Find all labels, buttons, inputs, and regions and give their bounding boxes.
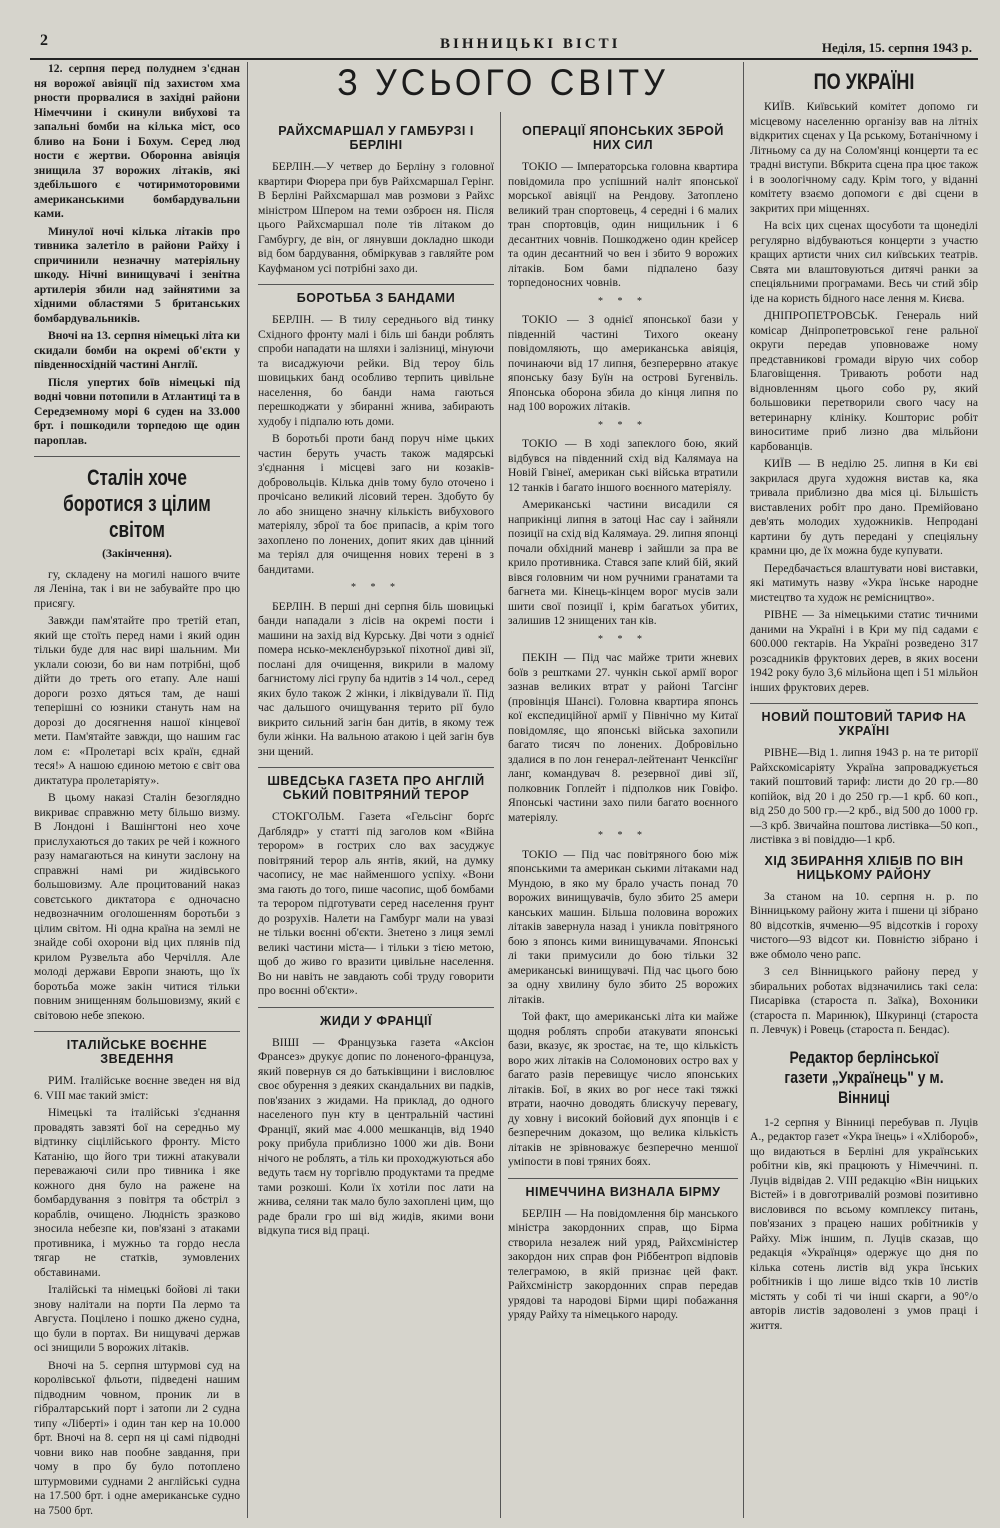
column-4 (750, 62, 978, 1522)
section-stars: * * * (598, 295, 648, 307)
section-stars: * * * (351, 582, 401, 593)
divider (258, 284, 494, 285)
headline: ЖИДИ У ФРАНЦІЇ (320, 1013, 432, 1028)
section-banner (318, 64, 688, 106)
paragraph: З сел Вінницького району перед у збиральних роботах відзначились такі села: Писарівка (староста п. Заїка), Вохоники (староста п. Маринюк), Шкуринці (староста п. Левчук) і Ровець (староста п. Бендас). (750, 965, 978, 1036)
section-stars: * * * (598, 830, 648, 841)
paragraph: 1-2 серпня у Вінниці перебував п. Луців А., редактор газет «Укра їнець» і «Хлібороб», що видаються в Берліні для українських робітни ків, які працюють у Німеччині. п. Луців відвідав 2. VIII редакцію «Він ницьких Вістей» і в довготривалій розмові позитивно висловився по всьому комплексу питань, пов'язаних з працею наших робітників у Райху. Між іншим, п. Луців сказав, що редакція «Українця» одержує що дня по кілька сотень листів від укра їнських робітників і що лише відсо тків 10 листів містять у собі ті чи інші скарги, а 90°/о авторів листів задоволені з умов праці і життя. (750, 1115, 978, 1332)
paragraph: ТОКІО — Під час повітряного бою між японськими та американ ськими літаками над Мундою, в яко му брало участь понад 70 ворожих винищувачів, було збито 25 амери канських машин. Більша половина ворожих літаків завернула назад і уникла повітряного бою з японсь кими винищувачами. Японські лі таки примусили до бою тільки 32 американські винищувачі. Під час цього бою за одну хвилину було збито 25 ворожих літаків. (508, 847, 738, 1006)
paragraph: Італійські та німецькі бойові лі таки знову налітали на порти Па лермо та Августа. Поцілено і пошко джено судна, що були в портах. Ви нищувачі держав осі знищили 5 ворожих літаків. (34, 1283, 240, 1354)
paragraph: ТОКІО — З однієї японської бази у південній частині Тихого океану повідомляють, що американська авіяція, починаючи від 17 липня, безперервно атакує японську базу Буїн на острові Бугенвіль. Японська оборона збила до кінця липня по над 100 ворожих літаків. (508, 313, 738, 413)
column-rule (247, 62, 248, 1518)
paragraph: БЕРЛІН.—У четвер до Берліну з головної квартири Фюрера при був Райхсмаршал Герінг. В Берліні Райхсмаршал мав розмови з Райхс міністром Шпером на теми озброєн ня. Після цього Райхсмаршал поле тів літаком до Гамбургу, де він, ог лянувши докладно шкоди від бом бардування, обміркував з гавляйте ром Кауфманом усі потрібні захо ди. (258, 160, 494, 275)
column-3 (508, 118, 738, 1522)
paragraph: ПЕКІН — Під час майже трити жневих боїв з рештками 27. чункін ської армії ворог зазнав великих втрат у районі Тагсінг (провінція Шансі). Головна квартира японсь кої експедиційної армії у Північно му Китаї повідомляє, що японські війська захопили багато тисяч по лонених. Добровільно здалися в по лон генерал-лейтенант Ченксіїнг ланг, командувач 8. резервної диві зії, полковник Гоплейт і підполков ник Говіфо. Японські частини захо пили багато воєнного матеріялу. (508, 651, 738, 824)
paragraph: РИМ. Італійське воєнне зведен ня від 6. VIII має такий зміст: (34, 1074, 240, 1102)
headline: НІМЕЧЧИНА ВИЗНАЛА БІРМУ (525, 1184, 721, 1199)
paragraph: Завжди пам'ятайте про третій етап, який ще стоїть перед нами і який один тільки буде для нас вирі шальним. Ми уклали союзи, бо ви нам потрібні, щоб дійти до треть ого етапу. Але наші дороги розхо дяться там, де наші теперішні со юзники стануть нам на дорозі до досягнення нашої кінцевої мети. Пам'ятайте завжди, що нашим гас лом є: «Пролетарі всіх країн, єднай теся!» А нашою єдиною метою є світ ова диктатура пролетаріяту». (34, 614, 240, 787)
paragraph: В цьому наказі Сталін безоглядно викриває справжню мету більшо визму. В Лондоні і Вашінгтоні нео хоче прислухаються до таких ре чей і кожного разу намагаються на кинути заслону на справжні намі ри жидівського большовизму. Але процитований наказ совєтського диктатора є одночасно недвозначним оголошенням боротьби з цілим світом. Ні одна країна на землі не знайде собі охорони від цих плянів під крилом Рузвельта або Черчілля. Але молоді держави Европи знають, що їх боротьба може закін читися тільки повним знищенням большовизму, який є світовою небе зпекою. (34, 791, 240, 1022)
column-2 (258, 118, 494, 1522)
subheadline: (Закінчення). (102, 548, 172, 560)
newspaper-title: ВІННИЦЬКІ ВІСТІ (440, 36, 621, 52)
headline: ОПЕРАЦІЇ ЯПОНСЬКИХ ЗБРОЙ НИХ СИЛ (522, 124, 724, 152)
paragraph: ДНІПРОПЕТРОВСЬК. Генераль ний комісар Дніпропетровської гене ральної округи передав уповноваже ному представникові громади вірую чих собор Благовіщення. Тривають роботи над відновленням цього собо ру, який большовики перетворили свого часу на ветеринарну клініку. Кошторис робіт виноситиме приб лизно два мільйони карбованців. (750, 309, 978, 453)
air-war-article (34, 62, 240, 448)
section-stars: * * * (598, 419, 648, 431)
paragraph: БЕРЛІН. В перші дні серпня біль шовицькі банди нападали з лісів на окремі пости і машини на захід від Курську. Дві чоти з однієї помера нсько-меклєнбурзької піхотної диві зії, послані для очищення, викрили в малому багнистому лісі групу ба ндитів з 14 чол., серед яких було також 2 жінки, і ліквідували її. Під час дальшого очищування терито рії було викрито сильний загін бан дитів, в якому теж були жінки. На вальною атакою і цей загін був зни щений. (258, 599, 494, 758)
paragraph: За станом на 10. серпня н. р. по Вінницькому району жита і пшени ці зібрано 80 відсотків, ячменю—95 відсотків і гороху чистого—93 відсот ки. Повністю зібрано і вже обмоло чено рапс. (750, 889, 978, 961)
paragraph: КИЇВ — В неділю 25. липня в Ки єві закрилася друга художня вистав ка, яка тривала приблизно два міся ці. Більшість виставлених робіт про дано. Премійовано дев'ять молодих художників. Непродані картини бу дуть передані у спеціяльну крамни цю, де їх можна буде купувати. (750, 457, 978, 557)
column-rule (743, 62, 744, 1518)
paragraph: СТОКГОЛЬМ. Газета «Гельсінг борґс Даґблядр» у статті під заголов ком «Війна терором» в гострих сло вах засуджує повітряний терор аль янтів, який, на думку часопису, не має найменшого успіху. «Вони зма гають до того, пише часопис, щоб бомбами та терором підготувати серед населення ґрунт до розрухів. Налети на Гамбург мали на увазі не тільки воєнні об'єкти. Знетено з лиця землі великі частини міста— і тільки з тією метою, щоб до живо го вразити цивільне населення. Во ни навіть не завдають собі труду говорити про воєнні об'єкти». (258, 810, 494, 997)
column-1 (34, 62, 240, 1522)
page-number: 2 (40, 32, 48, 49)
masthead (30, 30, 978, 60)
paragraph: Після упертих боїв німецькі під водні човни потопили в Атлантиці та в Середземному морі 6 суден на 33.000 брт. і пошкодили торпедою ще один пароплав. (34, 375, 240, 447)
issue-date: Неділя, 15. серпня 1943 р. (821, 40, 972, 55)
paragraph: Передбачається влаштувати нові виставки, які матимуть назву «Укра їнське народне мистецтво та худож нє ремісництво». (750, 561, 978, 604)
paragraph: РІВНЕ—Від 1. липня 1943 р. на те риторії Райхскомісаріяту Україна запроваджується такий поштовий тариф: листи до 20 гр.—80 копійок, від 20 і до 250 гр.—1 крб. 60 коп., від 250 до 500 гр.—2 крб., від 500 до 1000 гр.—3 крб. Звичайна поштова листівка—50 коп., листівка з ві повіддю—1 крб. (750, 746, 978, 846)
headline: РАЙХСМАРШАЛ У ГАМБУРЗІ І БЕРЛІНІ (278, 124, 474, 152)
headline: БОРОТЬБА З БАНДАМИ (296, 291, 456, 305)
divider (34, 1031, 240, 1032)
paragraph: БЕРЛІН — На повідомлення бір манського міністра закордонних справ, що Бірма створила незалеж ний уряд, Райхсміністер закордон них справ фон Ріббентроп відповів телеграмою, в якій признає цей факт. Райхсміністр закордонних справ передав урядові та народові Бірми щирі побажання уряду Райху та німецького народу. (508, 1206, 738, 1321)
headline: ШВЕДСЬКА ГАЗЕТА ПРО АНГЛІЙ СЬКИЙ ПОВІТРЯНИЙ ТЕРОР (267, 774, 485, 802)
paragraph: КИЇВ. Київський комітет допомо ги місцевому населенню організу вав на літніх відкритих сценах у Ца рському, Ботанічному і Літньому са ду на Солом'янці концерти та ес традні виступи. Вбкрита сцена пра цює також і в зоологічному саду. Крім того, у віданні комітету взаємо допомоги є дві сцени в закритих при міщеннях. (750, 100, 978, 215)
divider (34, 456, 240, 457)
paragraph: ВІШІ — Французька газета «Аксіон Франсез» друкує допис по лоненого-француза, який повернув ся до батьківщини і висловлює своє обурення з деяких скандальних ви падків, пов'язаних з жидами. На приклад, до одного населеного пун кту в центральній частині Франції, який має 4.000 мешканців, від 1940 року прибула приблизно 1000 жи дів. Вони нічого не роблять, а тіль ки проходжуються або ведуть таєм ну торгівлю продуктами та предме тами розкоші. Коли їх хотіли пос лати на жнива, селяни так мало було захоплені цим, що раде брали гро ші від жидів, якими вони відкупа тися від праці. (258, 1035, 494, 1237)
divider (258, 1007, 494, 1008)
headline: Редактор берлінської газети „Українець" у м. Вінниці (784, 1047, 944, 1107)
paragraph: ТОКІО — В ході запеклого бою, який відбувся на південний схід від Калямауа на Новій Гвінеї, американ ські війська втратили 12 танків і багато іншого воєнного матеріялу. (508, 437, 738, 494)
paragraph: гу, складену на могилі нашого вчите ля Леніна, так і ви не забувайте про цю присягу. (34, 567, 240, 610)
paragraph: Вночі на 13. серпня німецькі літа ки скидали бомби на окремі об'єкти у південносхідній частині Англії. (34, 329, 240, 371)
headline: Сталін хоче боротися з цілим світом (63, 465, 211, 542)
section-stars: * * * (598, 633, 648, 645)
paragraph: Вночі на 5. серпня штурмові суд на королівської фльоти, підведені нашим підводним човном, проник ли в гібралтарський порт і затопи ли 2 судна типу «Ліберті» і один тан кер на 10.000 брт. Вночі на 8. серп ня ці самі підводні човни вико нав пообне завдання, при чому в про бу було потоплено штурмовими суднами 2 англійські судна на 17.500 брт. і одне американське судно на 7500 брт. (34, 1358, 240, 1517)
divider (258, 767, 494, 768)
divider (750, 703, 978, 704)
section-banner-text: З УСЬОГО СВІТУ (337, 62, 669, 104)
paragraph: Німецькі та італійські з'єднання провадять завзяті бої на середньо му відтинку сіцілійського фронту. Місто Катанію, що його три тижні атакували переважаючі сили про тивника і яке кожного дня було на ражене на бомбардування з повітря та обстріл з кораблів, очищено. Людність зразково зносила небезпе ки, пов'язані з атаками противника, і мужньо та гордо несла тягар не статків, зумовлених обставинами. (34, 1106, 240, 1279)
paragraph: ТОКІО — Імператорська головна квартира повідомила про успішний наліт японської морської авіяції на Рендову. Затоплено великий тран спортовець, 4 середні і 6 малих тран спортовців, один нищильник і 6 десантних човнів. Пошкоджено один крейсер та один десантний чо вен і збито 9 ворожих літаків. Бом бами підпалено базу торпедоносних човнів. (508, 160, 738, 289)
paragraph: 12. серпня перед полуднем з'єднан ня ворожої авіяції під захистом хма рности прорвалися в західні райони Німеччини і скинули вибухові та запальні бомби на кілька міст, осо бливо на Бони і Бохум. Серед люд ности є жертви. Оборонна авіяція знищила 37 ворожих літаків, які здебільшого є чотиримоторовими американськими бомбардувальни ками. (34, 62, 240, 220)
paragraph: БЕРЛІН. — В тилу середнього від тинку Східного фронту малі і біль ші банди роблять спроби нападати на шляхи і залізниці, мінуючи та висаджуючи рейки. Від тероу біль шовицьких банд особливо терпить цивільне населення, бо банди нама гаються перешкоджати у збиранні жнива, забирають худобу і підпалю ють доми. (258, 313, 494, 428)
headline: ХІД ЗБИРАННЯ ХЛІБІВ ПО ВІН НИЦЬКОМУ РАЙОНУ (764, 853, 964, 882)
paragraph: РІВНЕ — За німецькими статис тичними даними на Україні і в Кри му під садами є 600.000 гектарів. На Україні розведено 317 розсадників фруктових дерев, в яких восени 1942 року було 3,6 мільйона щеп і 51 мільйон інших фруктових дерев. (750, 608, 978, 694)
divider (508, 1178, 738, 1179)
paragraph: Той факт, що американські літа ки майже щодня роблять спроби атакувати японські бази, вказує, як зростає, на те, що кількість воро жих літаків на Соломонових остро вах у багато разів перевищує число японських літаків. Бої, в яких во рог несе такі тяжкі втрати, наочно доводять блискучу перевагу, ду ховну і високий бойовий дух японців і є безперечним доказом, що велика кількість літаків не зрівноважує безперечно меншої уміпости в пові тряних боях. (508, 1010, 738, 1168)
headline: ПО УКРАЇНІ (813, 69, 915, 94)
paragraph: Минулої ночі кілька літаків про тивника залетіло в райони Райху і спричинили незначну матеріяльну шкоду. Нічні винищувачі і зенітна артилерія збили над зайнятими за хідними областями 5 британських бомбардувальників. (34, 224, 240, 325)
paragraph: Американські частини висадили ся наприкінці липня в затоці Нас сау і зайняли позиції на схід від Калямауа. 29. липня японці почали обхідний маневр і зайшли за пра ве крило противника. Стався запе клий бій, який вівся головним чи ном ручними гранатами та багнета ми. Кінець-кінцем ворог мусів зали шити свої позиції і, крім багатьох убитих, залишив 12 знищених тан ків. (508, 498, 738, 627)
column-rule (500, 112, 501, 1518)
headline: НОВИЙ ПОШТОВИЙ ТАРИФ НА УКРАЇНІ (761, 710, 967, 738)
headline: ІТАЛІЙСЬКЕ ВОЄННЕ ЗВЕДЕННЯ (66, 1038, 208, 1066)
paragraph: В боротьбі проти банд поруч німе цьких частин беруть участь також мадярські з'єднання і місцеві заго ни козаків-добровольців. Кілька днів тому було оточено і прочісано великий лісовий терен. Здобуто бу ло або знищено значну кількість вибухового матеріялу, зброї та боє припасів, а крім того захоплено по лонених, допит яких дав цінний ма теріял для очищення нових терені в з бандитами. (258, 432, 494, 576)
paragraph: На всіх цих сценах щосуботи та щонеділі регулярно відбуваються концерти з участю кращих артисти чних сил київських театрів. Свята ми влаштовуються дитячі ранки за спеціяльними програмами. Весь чи стий збір іде на користь бідного насе лення м. Києва. (750, 219, 978, 305)
